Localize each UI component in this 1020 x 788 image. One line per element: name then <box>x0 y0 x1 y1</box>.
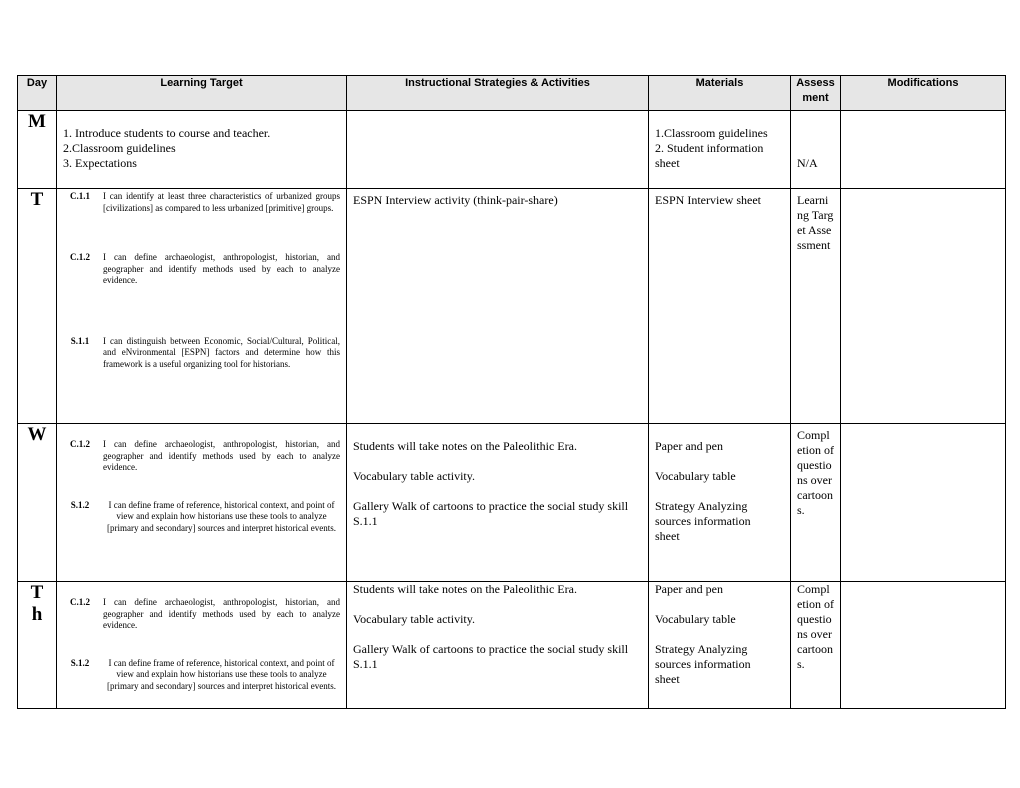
target-block <box>57 252 346 287</box>
target-text: I can define frame of reference, historical context, and point of view and explain how historians use these tools to analyze [primary and secondary] sources and interpret historical events. <box>107 657 336 691</box>
target-block <box>57 439 346 474</box>
target-block <box>57 191 346 214</box>
header-learning-target: Learning Target <box>57 76 347 111</box>
target-text: I can identify at least three characteristics of urbanized groups [civilizations] as compared to less urbanized [primitive] groups. <box>103 191 340 213</box>
header-row <box>18 76 1006 111</box>
materials-cell <box>649 424 791 582</box>
strategy-text: ESPN Interview activity (think-pair-share) <box>353 193 558 207</box>
strategies-cell <box>347 424 649 582</box>
lesson-plan-table <box>17 75 1006 709</box>
strategy-line: Students will take notes on the Paleolithic Era. <box>353 582 577 596</box>
target-block <box>57 658 346 693</box>
header-materials: Materials <box>649 76 791 111</box>
materials-line: Paper and pen <box>655 582 723 596</box>
materials-line: 2. Student information <box>655 141 764 155</box>
header-strategies: Instructional Strategies & Activities <box>347 76 649 111</box>
header-modifications: Modifications <box>841 76 1006 111</box>
day-letter: h <box>31 604 43 625</box>
materials-line: Paper and pen <box>655 439 723 453</box>
strategies-cell <box>347 189 649 424</box>
assessment-cell <box>791 189 841 424</box>
materials-line: Vocabulary table <box>655 612 736 626</box>
table-row <box>18 111 1006 189</box>
materials-line: 1.Classroom guidelines <box>655 126 768 140</box>
target-text: I can define archaeologist, anthropologist, historian, and geographer and identify methods used by each to analyze evidence. <box>103 597 340 630</box>
assessment-cell <box>791 111 841 189</box>
table-row <box>18 424 1006 582</box>
strategy-line: Vocabulary table activity. <box>353 469 475 483</box>
target-block <box>57 500 346 535</box>
materials-text: ESPN Interview sheet <box>655 193 761 207</box>
table-row <box>18 582 1006 709</box>
learning-target-cell <box>57 582 347 709</box>
target-code: C.1.2 <box>70 597 90 607</box>
strategies-cell <box>347 111 649 189</box>
strategy-line: Students will take notes on the Paleolithic Era. <box>353 439 577 453</box>
target-block <box>57 336 346 371</box>
table-row <box>18 189 1006 424</box>
strategy-line: Gallery Walk of cartoons to practice the social study skill S.1.1 <box>353 642 629 671</box>
materials-cell <box>649 189 791 424</box>
materials-line: Strategy Analyzing sources information sheet <box>655 642 751 686</box>
day-cell: M <box>18 111 57 189</box>
header-assessment: Assess ment <box>791 76 841 111</box>
target-code: C.1.2 <box>70 252 90 262</box>
target-text: I can distinguish between Economic, Social/Cultural, Political, and eNvironmental [ESPN] factors and determine how this framework is a useful organizing tool for historians. <box>103 335 340 369</box>
target-code: S.1.1 <box>70 335 90 346</box>
header-day: Day <box>18 76 57 111</box>
modifications-cell <box>841 582 1006 709</box>
assessment-text: N/A <box>797 156 818 170</box>
materials-line: Strategy Analyzing sources information sheet <box>655 499 751 543</box>
day-cell <box>18 582 57 709</box>
target-code: C.1.1 <box>70 191 90 201</box>
target-line: 1. Introduce students to course and teacher. <box>63 126 271 140</box>
target-code: C.1.2 <box>70 439 90 449</box>
materials-line: sheet <box>655 156 680 170</box>
assessment-cell <box>791 582 841 709</box>
learning-target-cell <box>57 424 347 582</box>
materials-line: Vocabulary table <box>655 469 736 483</box>
assessment-text: Learning Target Assessment <box>797 193 834 252</box>
target-text: I can define archaeologist, anthropologist, historian, and geographer and identify methods used by each to analyze evidence. <box>103 439 340 472</box>
strategies-cell <box>347 582 649 709</box>
strategy-line: Gallery Walk of cartoons to practice the social study skill S.1.1 <box>353 499 629 528</box>
assessment-text: Completion of questions over cartoons. <box>797 428 834 517</box>
materials-cell <box>649 111 791 189</box>
day-cell: T <box>18 189 57 424</box>
modifications-cell <box>841 424 1006 582</box>
strategy-line: Vocabulary table activity. <box>353 612 475 626</box>
modifications-cell <box>841 189 1006 424</box>
day-cell: W <box>18 424 57 582</box>
target-code: S.1.2 <box>70 657 90 668</box>
modifications-cell <box>841 111 1006 189</box>
assessment-cell <box>791 424 841 582</box>
target-code: S.1.2 <box>70 499 90 510</box>
target-text: I can define frame of reference, historical context, and point of view and explain how historians use these tools to analyze [primary and secondary] sources and interpret historical events. <box>107 499 336 533</box>
materials-cell <box>649 582 791 709</box>
target-block <box>57 597 346 632</box>
target-line: 3. Expectations <box>63 156 137 170</box>
day-letter: T <box>30 582 44 603</box>
learning-target-cell <box>57 189 347 424</box>
target-line: 2.Classroom guidelines <box>63 141 176 155</box>
learning-target-cell <box>57 111 347 189</box>
assessment-text: Completion of questions over cartoons. <box>797 582 834 671</box>
target-text: I can define archaeologist, anthropologist, historian, and geographer and identify methods used by each to analyze evidence. <box>103 252 340 285</box>
